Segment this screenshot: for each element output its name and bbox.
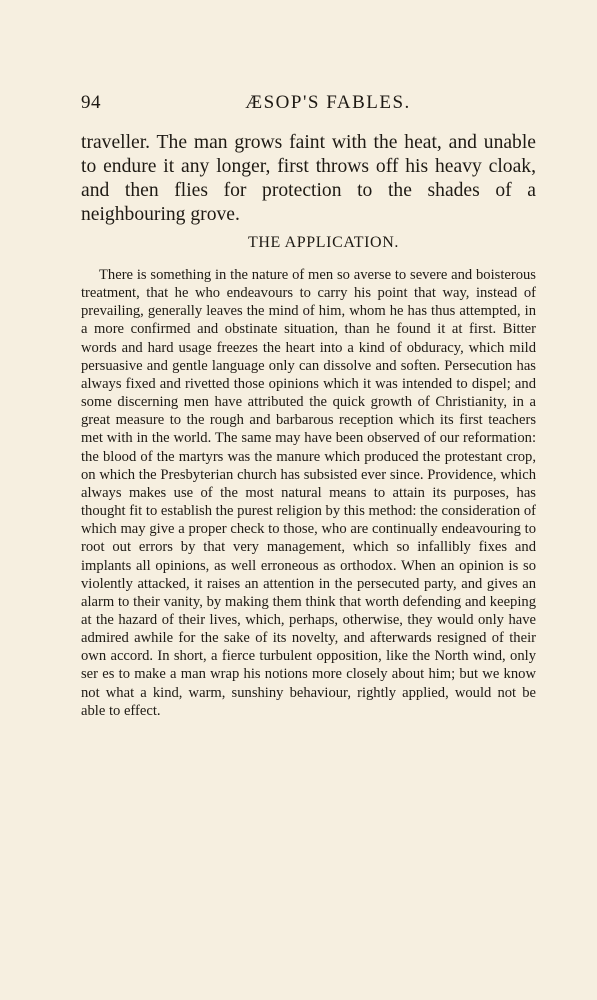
- application-body: [81, 266, 536, 720]
- fable-text-continuation: [81, 131, 536, 227]
- fable-paragraph: traveller. The man grows faint with the heat, and unable to endure it any longer, first throws off his heavy cloak, and then flies for protection to the shades of a neighbouring grove.: [81, 132, 536, 225]
- page-number: 94: [81, 92, 101, 113]
- running-title: ÆSOP'S FABLES.: [245, 92, 411, 113]
- running-head: [81, 92, 535, 120]
- application-heading: THE APPLICATION.: [248, 234, 399, 251]
- application-paragraph: There is something in the nature of men so averse to severe and boisterous treatment, that he who endeavours to carry his point that way, instead of prevailing, generally leaves the mind of him, whom he has thus attempted, in a more confirmed and obstinate situation, than he found it at first. Bitter words and hard usage freezes the heart into a kind of obduracy, which mild persuasive and gentle language only can dissolve and soften. Persecution has always fixed and rivetted those opinions which it was intended to dispel; and some discerning men have attributed the quick growth of Christianity, in a great measure to the rough and barbarous reception which its first teachers met with in the world. The same may have been observed of our reformation: the blood of the martyrs was the manure which produced the protestant crop, on which the Presbyterian church has subsisted ever since. Providence, which always makes use of the most natural means to attain its purposes, has thought fit to establish the purest religion by this method: the consideration of which may give a proper check to those, who are continually endeavouring to root out errors by that very management, which so infallibly fixes and implants all opinions, as well erroneous as orthodox. When an opinion is so violently attacked, it raises an attention in the persecuted party, and gives an alarm to their vanity, by making them think that worth defending and keeping at the hazard of their lives, which, perhaps, otherwise, they would only have admired awhile for the sake of its novelty, and afterwards resigned of their own accord. In short, a fierce turbulent opposition, like the North wind, only ser es to make a man wrap his notions more closely about him; but we know not what a kind, warm, sunshiny behaviour, rightly applied, would not be able to effect.: [81, 267, 536, 719]
